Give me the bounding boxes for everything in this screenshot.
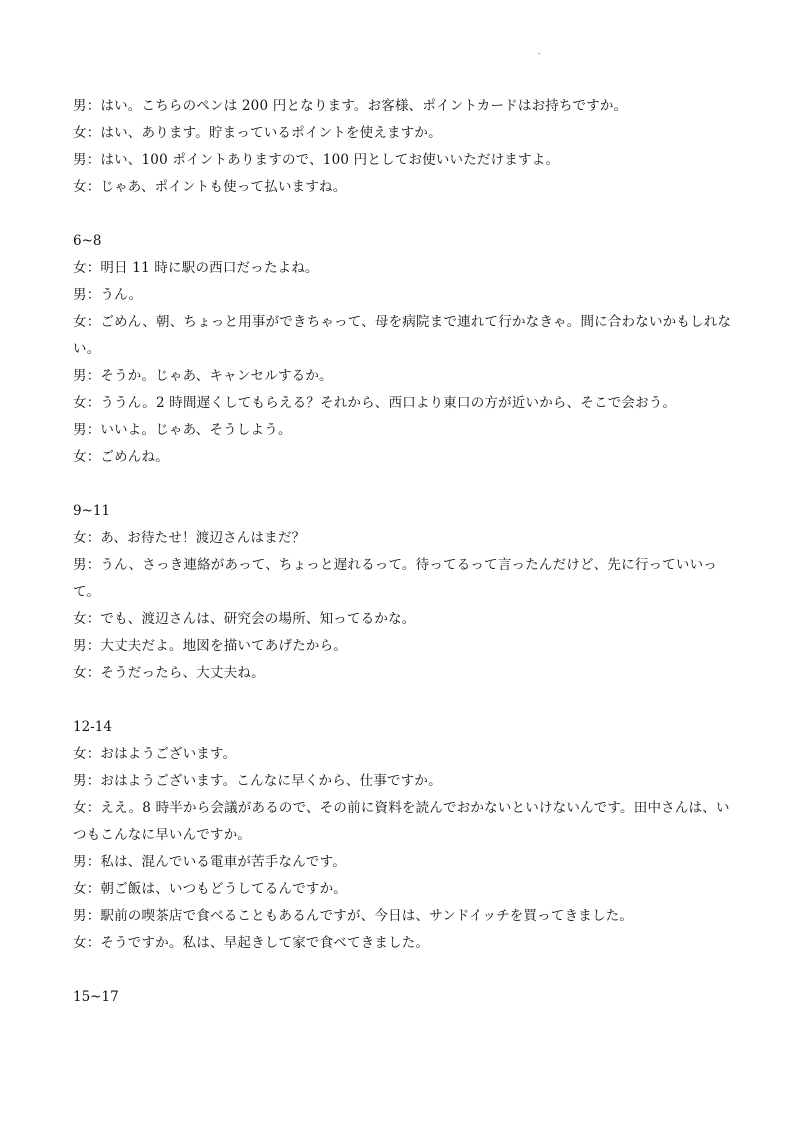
dialogue-line: 女：そうだったら、大丈夫ね。 [73,665,265,681]
dialogue-section-9-11 [73,498,733,687]
dialogue-line: 男：私は、混んでいる電車が苦手なんです。 [73,854,346,870]
dialogue-section-12-14 [73,714,733,957]
dialogue-section-6-8 [73,228,733,471]
dialogue-line: 男：うん。 [73,287,143,303]
dialogue-line: 男：おはようございます。こんなに早くから、仕事ですか。 [73,773,442,789]
section-heading: 6~8 [73,233,102,249]
section-heading: 15~17 [73,989,119,1005]
dialogue-line: 女：じゃあ、ポイントも使って払いますね。 [73,179,347,195]
dialogue-line: 男：はい、100 ポイントありますので、100 円としてお使いいただけますよ。 [73,152,560,168]
dialogue-line: 男：大丈夫だよ。地図を描いてあげたから。 [73,638,347,654]
section-heading: 12-14 [73,719,112,735]
dialogue-line: 女：ごめん、朝、ちょっと用事ができちゃって、母を病院まで連れて行かなきゃ。間に合わないかもしれない。 [73,314,732,357]
dialogue-line: 女：ううん。2 時間遅くしてもらえる？それから、西口より東口の方が近いから、そこで会おう。 [73,395,677,411]
section-heading: 9~11 [73,503,111,519]
transcript-body [73,93,733,1011]
dialogue-line: 女：ごめんね。 [73,449,169,465]
dialogue-line: 男：はい。こちらのペンは 200 円となります。お客様、ポイントカードはお持ちですか。 [73,98,628,114]
dialogue-section-15-17 [73,984,733,1011]
dialogue-line: 男：いいよ。じゃあ、そうしよう。 [73,422,292,438]
dialogue-line: 女：朝ご飯は、いつもどうしてるんですか。 [73,881,347,897]
dialogue-line: 男：うん、さっき連絡があって、ちょっと遅れるって。待ってるって言ったんだけど、先に行っていいって。 [73,557,718,600]
page-mark: . [538,47,541,56]
dialogue-line: 女：あ、お待たせ！渡辺さんはまだ？ [73,530,306,546]
dialogue-line: 女：はい、あります。貯まっているポイントを使えますか。 [73,125,442,141]
dialogue-line: 女：ええ。8 時半から会議があるので、その前に資料を読んでおかないといけないんです。田中さんは、いつもこんなに早いんですか。 [73,800,730,843]
dialogue-section-1-5 [73,93,733,201]
dialogue-line: 女：おはようございます。 [73,746,237,762]
dialogue-line: 男：そうか。じゃあ、キャンセルするか。 [73,368,333,384]
dialogue-line: 女：明日 11 時に駅の西口だったよね。 [73,260,319,276]
dialogue-line: 男：駅前の喫茶店で食べることもあるんですが、今日は、サンドイッチを買ってきました。 [73,908,634,924]
dialogue-line: 女：そうですか。私は、早起きして家で食べてきました。 [73,935,430,951]
dialogue-line: 女：でも、渡辺さんは、研究会の場所、知ってるかな。 [73,611,416,627]
